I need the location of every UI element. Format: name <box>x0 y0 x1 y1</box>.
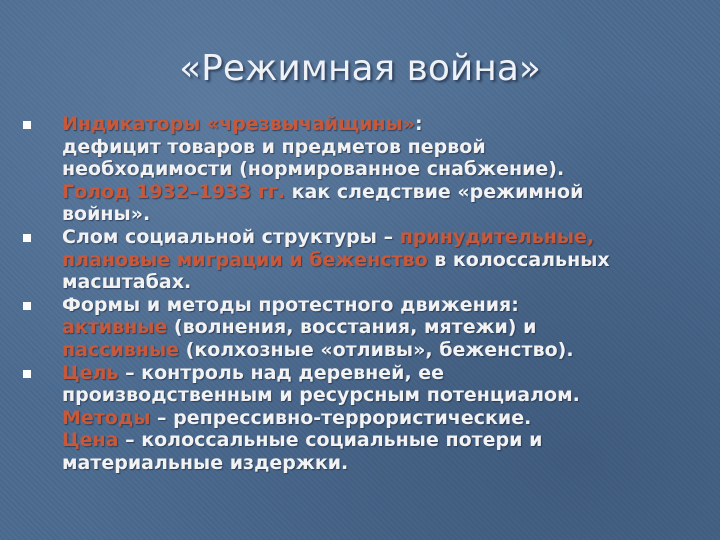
body-text: – контроль над деревней, ее <box>118 361 445 384</box>
square-bullet-icon <box>23 121 31 129</box>
body-text: масштабах. <box>62 271 192 294</box>
square-bullet-icon <box>23 302 31 310</box>
body-text: – колоссальные социальные потери и <box>118 429 543 452</box>
highlighted-text: пассивные <box>62 338 180 361</box>
highlighted-text: активные <box>62 316 168 339</box>
bullet-line <box>62 407 707 430</box>
bullet-list <box>22 113 707 475</box>
bullet-line <box>62 384 707 407</box>
highlighted-text: плановые миграции и беженство <box>62 248 428 271</box>
body-text: дефицит товаров и предметов первой <box>62 135 486 158</box>
bullet-line <box>62 452 707 475</box>
bullet-line <box>62 226 707 249</box>
body-text: Формы и методы протестного движения: <box>62 293 519 316</box>
bullet-line <box>62 339 707 362</box>
bullet-item <box>22 226 707 294</box>
bullet-line <box>62 362 707 385</box>
body-text: (волнения, восстания, мятежи) и <box>167 316 537 339</box>
highlighted-text: Индикаторы «чрезвычайщины» <box>62 113 415 135</box>
body-text: – репрессивно-террористические. <box>150 406 532 429</box>
body-text: Слом социальной структуры – <box>62 225 400 248</box>
highlighted-text: принудительные, <box>399 225 595 248</box>
body-text: : <box>415 113 423 135</box>
bullet-line <box>62 249 707 272</box>
bullet-line <box>62 181 707 204</box>
highlighted-text: Цель <box>62 361 119 384</box>
square-bullet-icon <box>23 234 31 242</box>
highlighted-text: Цена <box>62 429 119 452</box>
slide-title: «Режимная война» <box>179 48 541 89</box>
highlighted-text: Методы <box>62 406 151 429</box>
bullet-line <box>62 113 707 136</box>
body-text: производственным и ресурсным потенциалом. <box>62 384 580 407</box>
bullet-item <box>22 113 707 226</box>
body-text: войны». <box>62 203 151 226</box>
bullet-line <box>62 429 707 452</box>
bullet-line <box>62 136 707 159</box>
bullet-line <box>62 158 707 181</box>
body-text: материальные издержки. <box>62 451 349 474</box>
bullet-line <box>62 203 707 226</box>
body-text: (колхозные «отливы», беженство). <box>179 338 574 361</box>
bullet-line <box>62 294 707 317</box>
bullet-item <box>22 362 707 475</box>
body-text: как следствие «режимной <box>285 180 584 203</box>
bullet-line <box>62 271 707 294</box>
body-text: необходимости (нормированное снабжение). <box>62 158 565 181</box>
highlighted-text: Голод 1932–1933 гг. <box>62 180 286 203</box>
bullet-item <box>22 294 707 362</box>
bullet-line <box>62 316 707 339</box>
body-text: в колоссальных <box>427 248 610 271</box>
square-bullet-icon <box>23 370 31 378</box>
